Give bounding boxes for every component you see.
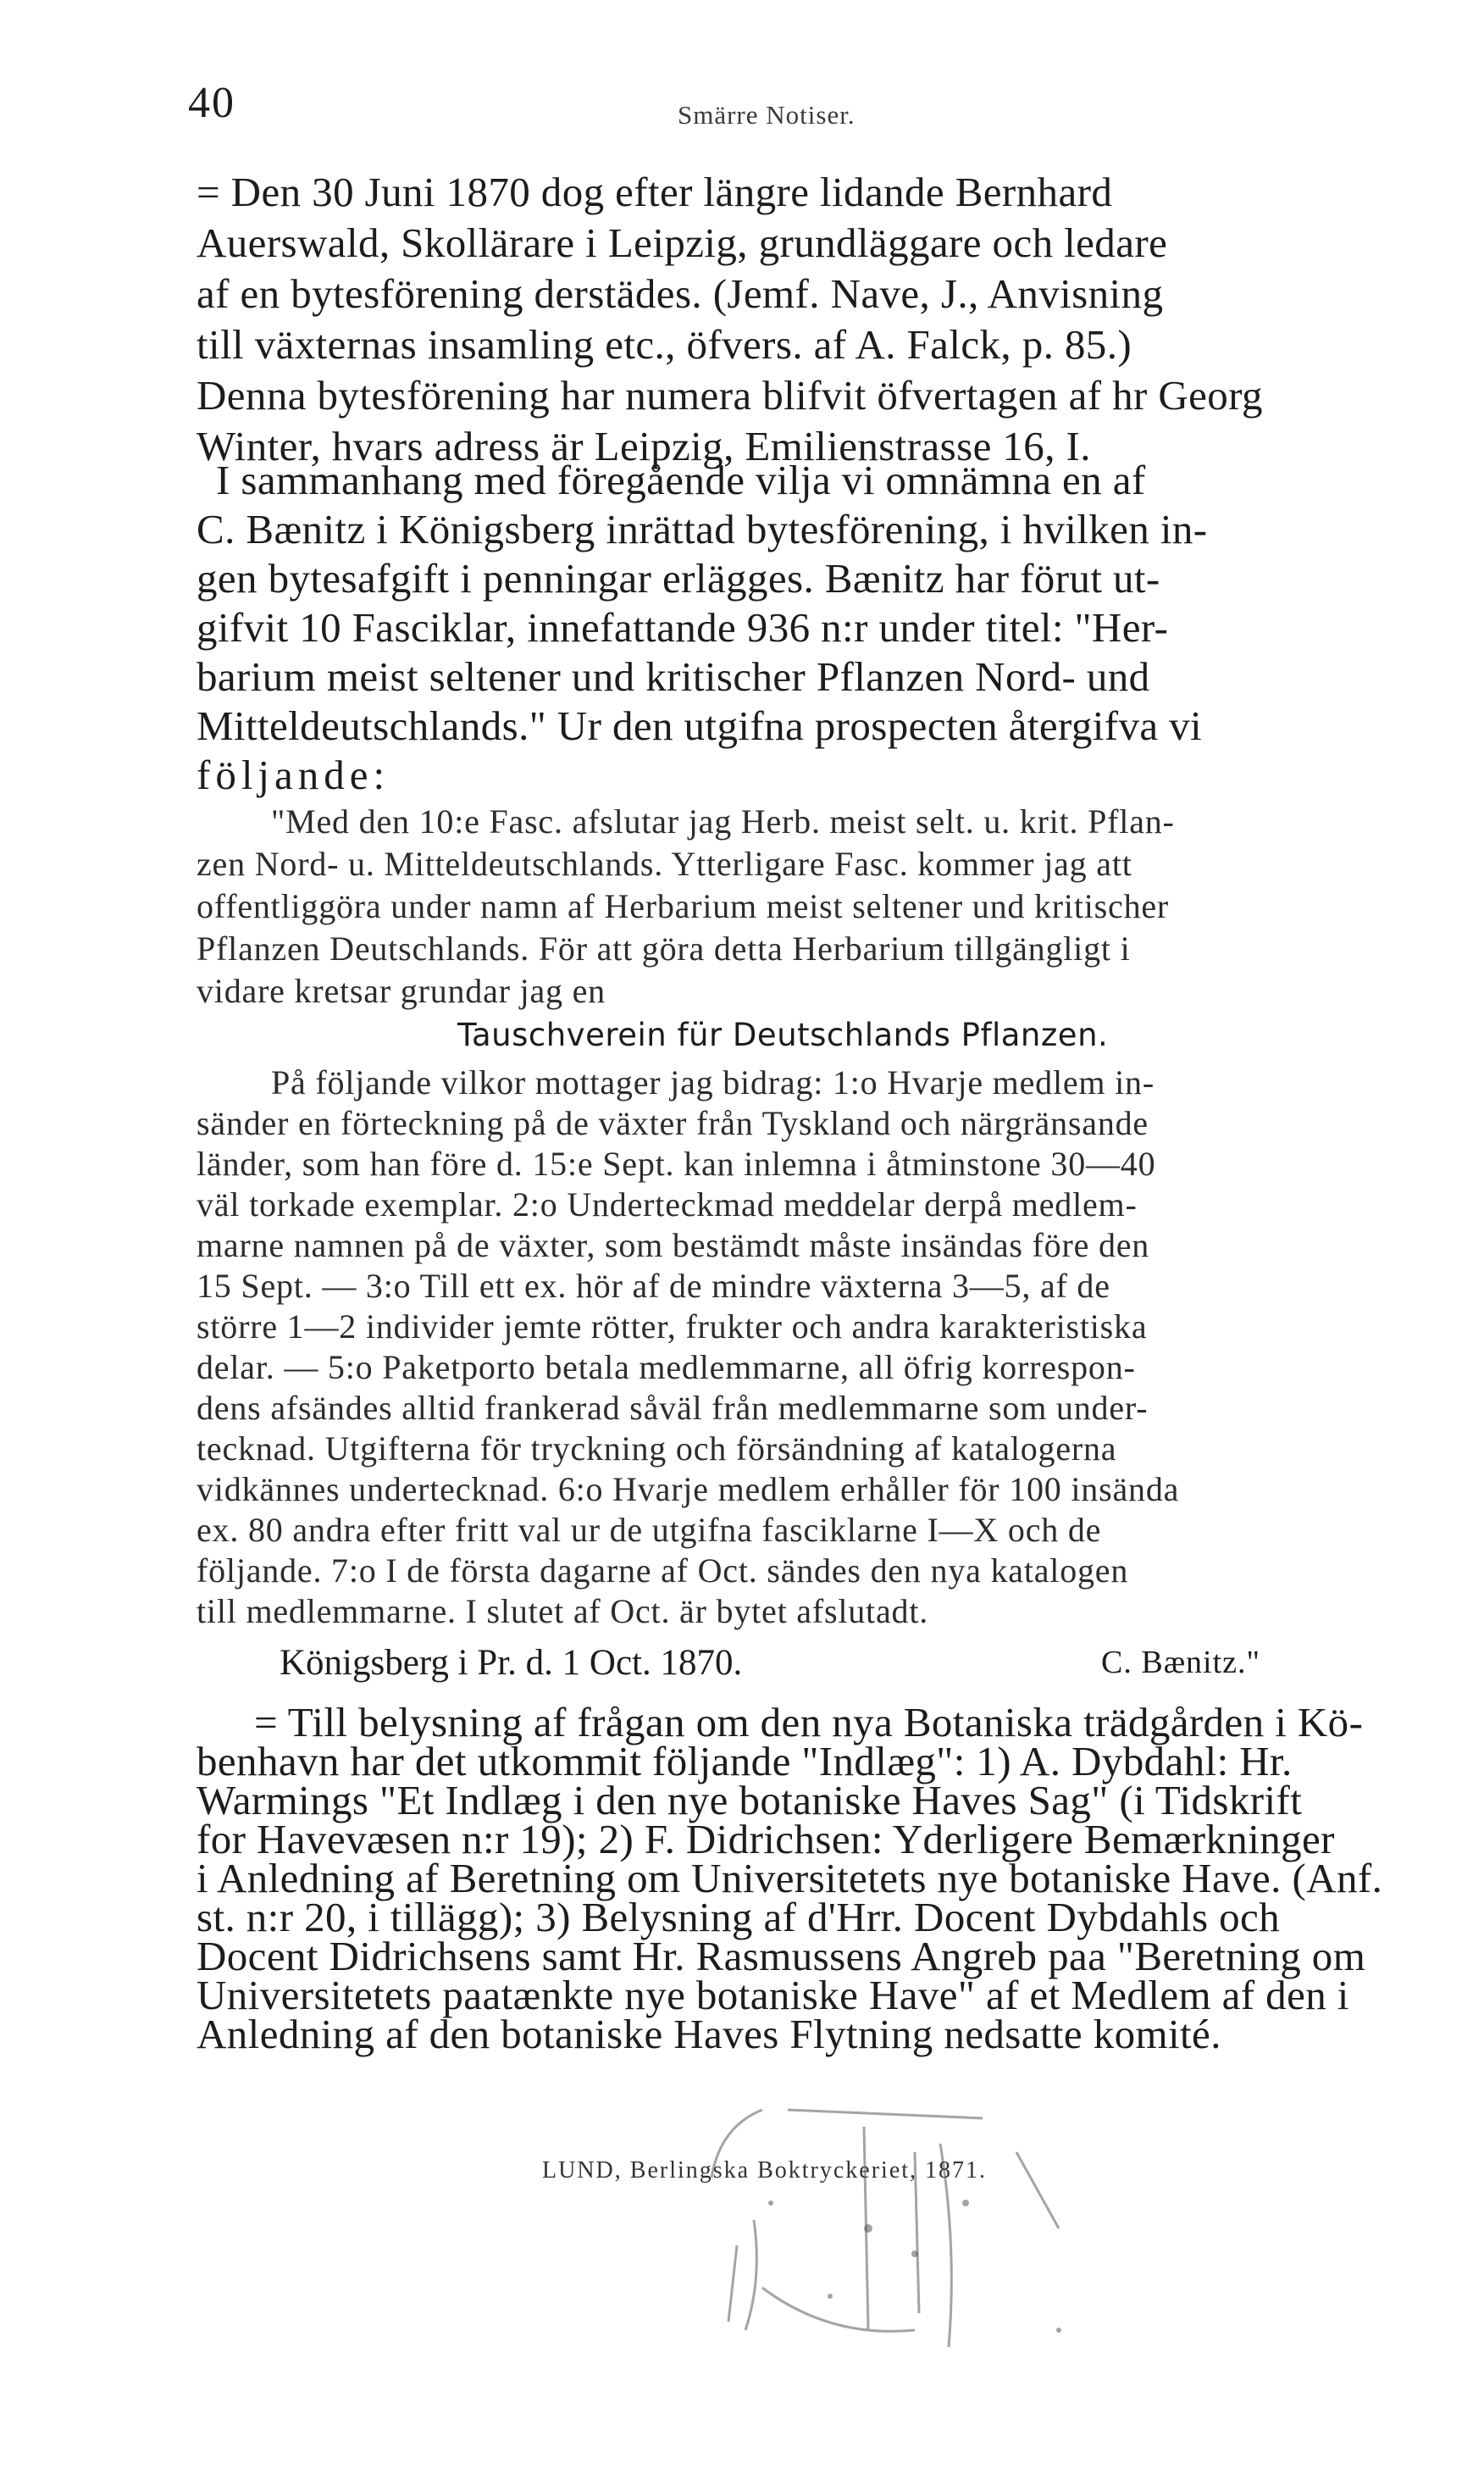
notice1-line: I sammanhang med föregående vilja vi omnämna en af — [216, 457, 1146, 503]
printer-imprint: LUND, Berlingska Boktryckeriet, 1871. — [542, 2157, 988, 2184]
quote-line: Pflanzen Deutschlands. För att göra detta Herbarium tillgängligt i — [197, 930, 1131, 968]
signature-name: C. Bænitz." — [1101, 1645, 1261, 1680]
notice2-line: Docent Didrichsens samt Hr. Rasmussens Angreb paa "Beretning om — [197, 1933, 1366, 1979]
quote-heading: Tauschverein für Deutschlands Pflanzen. — [457, 1017, 1109, 1053]
notice2-line: i Anledning af Beretning om Universitetets nye botaniske Have. (Anf. — [197, 1855, 1383, 1901]
quote-line: vidkännes undertecknad. 6:o Hvarje medlem erhåller för 100 insända — [197, 1470, 1180, 1508]
quote-line: På följande vilkor mottager jag bidrag: 1:o Hvarje medlem in- — [271, 1063, 1155, 1102]
notice2-line: = Till belysning af frågan om den nya Botaniska trädgården i Kö- — [254, 1699, 1364, 1745]
notice2-line: Universitetets paatænkte nye botaniske Have" af et Medlem af den i — [197, 1972, 1349, 2018]
quote-line: marne namnen på de växter, som bestämdt måste insändas före den — [197, 1226, 1150, 1264]
notice1-line: Mitteldeutschlands." Ur den utgifna prospecten återgifva vi — [197, 702, 1203, 749]
quote-line: ex. 80 andra efter fritt val ur de utgifna fasciklarne I—X och de — [197, 1511, 1102, 1549]
quote-line: dens afsändes alltid frankerad såväl från medlemmarne som under- — [197, 1389, 1149, 1427]
notice1-line: gifvit 10 Fasciklar, innefattande 936 n:r under titel: "Her- — [197, 604, 1169, 651]
notice2-line: Anledning af den botaniske Haves Flytning nedsatte komité. — [197, 2011, 1221, 2057]
quote-line: 15 Sept. — 3:o Till ett ex. hör af de mindre växterna 3—5, af de — [197, 1267, 1110, 1305]
quote-line: "Med den 10:e Fasc. afslutar jag Herb. meist selt. u. krit. Pflan- — [271, 802, 1175, 841]
notice1-line: C. Bænitz i Königsberg inrättad bytesförening, i hvilken in- — [197, 506, 1208, 552]
notice1-line: gen bytesafgift i penningar erlägges. Bænitz har förut ut- — [197, 555, 1160, 602]
running-head: Smärre Notiser. — [678, 100, 856, 130]
notice2-line: benhavn har det utkommit följande "Indlæg": 1) A. Dybdahl: Hr. — [197, 1738, 1293, 1784]
quote-line: tecknad. Utgifterna för tryckning och försändning af katalogerna — [197, 1429, 1117, 1468]
library-stamp-mark — [661, 2076, 1101, 2356]
notice2-line: st. n:r 20, i tillägg); 3) Belysning af d'Hrr. Docent Dybdahls och — [197, 1894, 1281, 1940]
quote-line: väl torkade exemplar. 2:o Underteckmad meddelar derpå medlem- — [197, 1185, 1138, 1224]
quote-line: zen Nord- u. Mitteldeutschlands. Ytterligare Fasc. kommer jag att — [197, 845, 1132, 883]
page-number: 40 — [188, 79, 235, 127]
quote-line: länder, som han före d. 15:e Sept. kan inlemna i åtminstone 30—40 — [197, 1145, 1156, 1183]
quote-line: delar. — 5:o Paketporto betala medlemmarne, all öfrig korrespon- — [197, 1348, 1136, 1386]
quote-line: sänder en förteckning på de växter från Tyskland och närgränsande — [197, 1104, 1149, 1142]
notice1-line: Denna bytesförening har numera blifvit öfvertagen af hr Georg — [197, 372, 1263, 419]
notice1-line: Auerswald, Skollärare i Leipzig, grundläggare och ledare — [197, 219, 1168, 266]
quote-line: vidare kretsar grundar jag en — [197, 972, 606, 1010]
notice1-line: följande: — [197, 752, 390, 798]
quote-line: till medlemmarne. I slutet af Oct. är bytet afslutadt. — [197, 1592, 929, 1630]
signature-place: Königsberg i Pr. d. 1 Oct. 1870. — [280, 1643, 743, 1683]
quote-line: offentliggöra under namn af Herbarium meist seltener und kritischer — [197, 887, 1170, 925]
notice1-line: af en bytesförening derstädes. (Jemf. Nave, J., Anvisning — [197, 270, 1164, 317]
notice1-line: Winter, hvars adress är Leipzig, Emilienstrasse 16, I. — [197, 423, 1091, 469]
notice1-line: = Den 30 Juni 1870 dog efter längre lidande Bernhard — [197, 169, 1113, 215]
notice1-line: till växternas insamling etc., öfvers. af A. Falck, p. 85.) — [197, 321, 1132, 368]
quote-line: större 1—2 individer jemte rötter, frukter och andra karakteristiska — [197, 1307, 1148, 1346]
quote-line: följande. 7:o I de första dagarne af Oct. sändes den nya katalogen — [197, 1551, 1129, 1590]
notice1-line: barium meist seltener und kritischer Pflanzen Nord- und — [197, 653, 1150, 700]
notice2-line: Warmings "Et Indlæg i den nye botaniske Haves Sag" (i Tidskrift — [197, 1777, 1303, 1823]
notice2-line: for Havevæsen n:r 19); 2) F. Didrichsen: Yderligere Bemærkninger — [197, 1816, 1335, 1862]
